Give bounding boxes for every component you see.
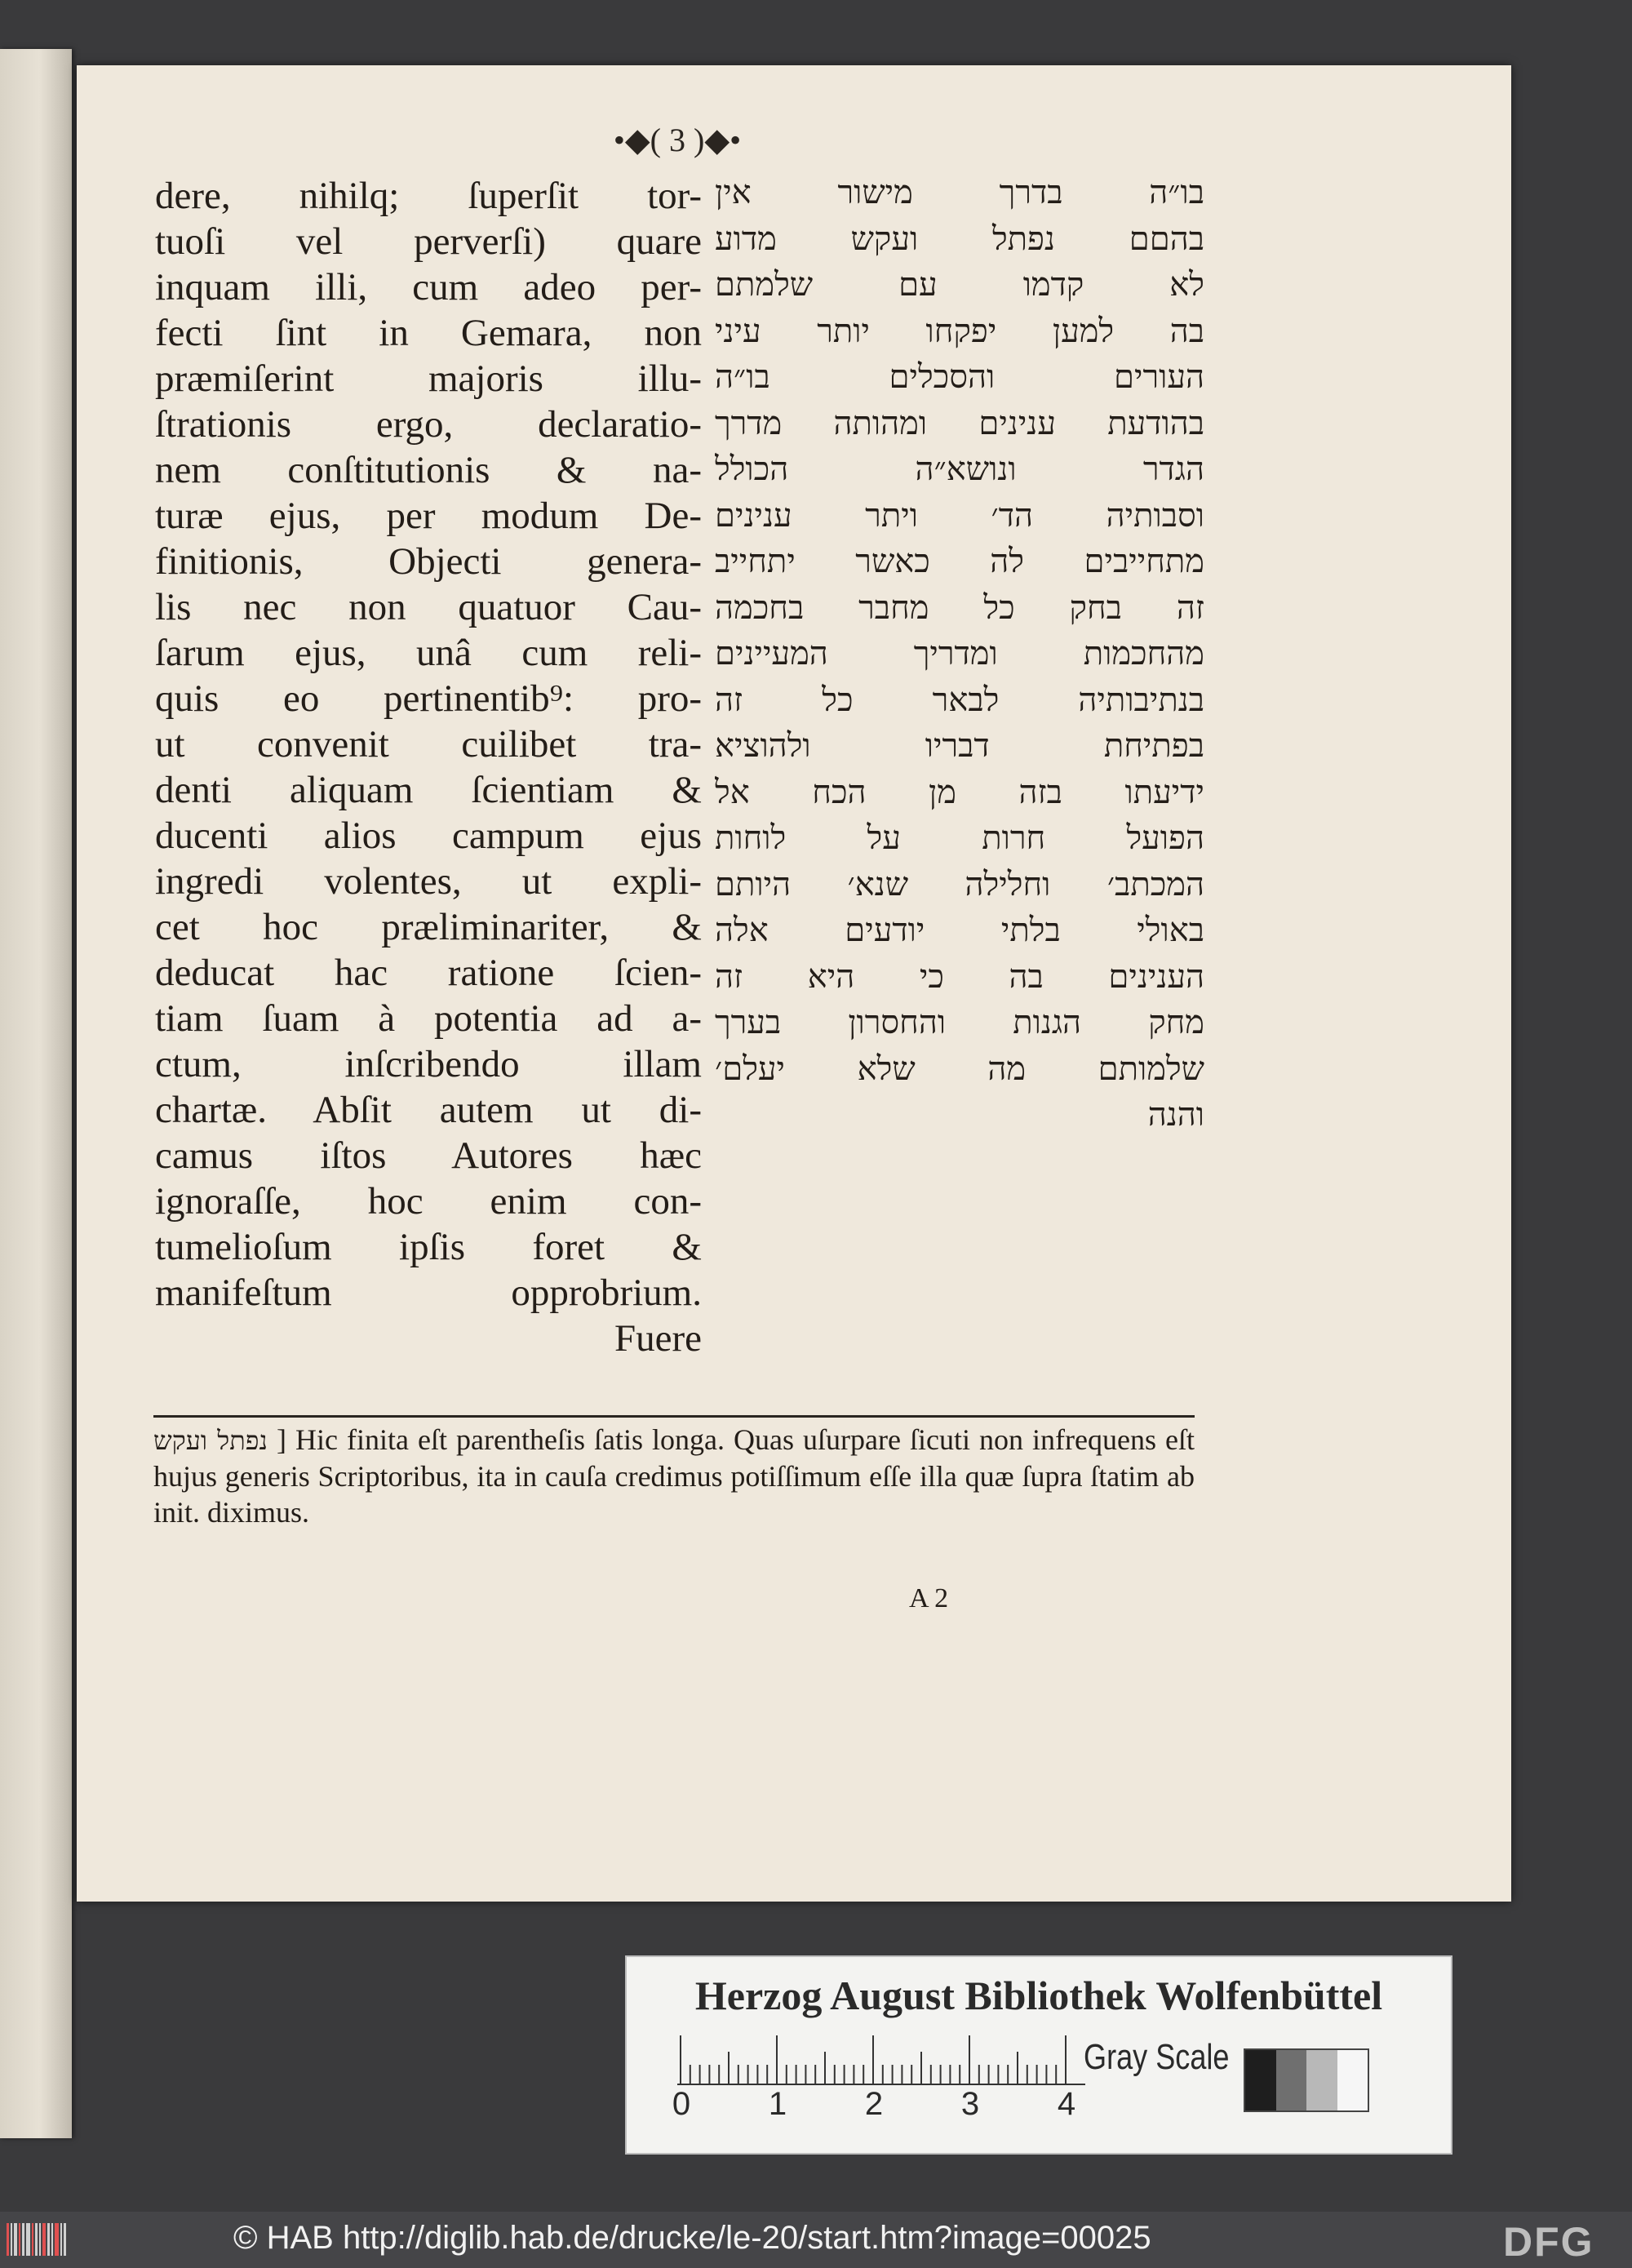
hebrew-line: וסבותיה הד׳ ויתר ענינים: [715, 496, 1204, 535]
hebrew-line: מחק הגנות והחסרון בערך: [715, 1004, 1204, 1041]
footnote-hebrew-reference: נפתל ועקש: [153, 1425, 268, 1456]
latin-line: ingredi volentes, ut expli-: [155, 860, 702, 903]
hebrew-line: ידיעתו בזה מן הכח אל: [715, 773, 1204, 811]
barcode-bar: [7, 2223, 9, 2256]
barcode-bar: [42, 2223, 46, 2256]
latin-line: quis eo pertinentib⁹: pro-: [155, 677, 702, 720]
latin-line: manifeſtum opprobrium.: [155, 1272, 702, 1314]
barcode-bar: [35, 2223, 38, 2256]
dfg-logo: DFG: [1503, 2219, 1594, 2265]
swatch-light-gray: [1306, 2050, 1337, 2110]
latin-line: Fuere: [614, 1317, 702, 1360]
gray-scale-label: Gray Scale: [1084, 2037, 1230, 2077]
hebrew-line: בהםם נפתל ועקש מדוע: [715, 220, 1204, 258]
latin-line: tumelioſum ipſis foret &: [155, 1226, 702, 1268]
ruler-labels: [669, 2086, 1126, 2127]
latin-line: ut convenit cuilibet tra-: [155, 723, 702, 766]
library-name: Herzog August Bibliothek Wolfenbüttel: [694, 1973, 1383, 2018]
latin-line: ctum, inſcribendo illam: [155, 1043, 702, 1085]
hebrew-line: המכתב׳ וחלילה שנא׳ היותם: [715, 865, 1204, 903]
footnote-bracket: ]: [276, 1423, 286, 1456]
latin-line: turæ ejus, per modum De-: [155, 495, 702, 537]
latin-line: lis nec non quatuor Cau-: [155, 586, 702, 628]
barcode-bar: [11, 2223, 12, 2256]
hebrew-text-column: [715, 170, 1204, 1138]
latin-line: fecti ſint in Gemara, non: [155, 312, 702, 354]
swatch-black: [1245, 2050, 1276, 2110]
barcode-bar: [26, 2223, 30, 2256]
hebrew-line: לא קדמו עם שלמתם: [715, 266, 1204, 304]
latin-line: ſarum ejus, unâ cum reli-: [155, 632, 702, 674]
barcode-bar: [19, 2223, 20, 2256]
barcode-bar: [47, 2223, 50, 2256]
latin-line: inquam illi, cum adeo per-: [155, 266, 702, 308]
hebrew-line: זה בחק כל מחבר בחכמה: [715, 588, 1204, 627]
latin-line: ſtrationis ergo, declaratio-: [155, 403, 702, 446]
barcode-bar: [64, 2223, 66, 2256]
hebrew-line: בפתיחת דבריו ולהוציא: [715, 727, 1204, 765]
latin-line: finitionis, Objecti genera-: [155, 540, 702, 583]
barcode-bar: [14, 2223, 17, 2256]
copyright-url[interactable]: © HAB http://diglib.hab.de/drucke/le-20/start.htm?image=00025: [233, 2220, 1151, 2256]
latin-line: cet hoc præliminariter, &: [155, 906, 702, 948]
barcode-bar: [32, 2223, 33, 2256]
page-number: •◆( 3 )◆•: [613, 122, 742, 158]
hebrew-line: בנתיבותיה לבאר כל זה: [715, 681, 1204, 719]
ruler-label: 2: [864, 2086, 884, 2122]
latin-line: denti aliquam ſcientiam &: [155, 769, 702, 811]
gray-scale-swatches: [1244, 2048, 1369, 2112]
hebrew-line: מתחייבים לה כאשר יתחייב: [715, 543, 1204, 580]
hebrew-line: הגדר ונושא״ה הכולל: [715, 450, 1204, 488]
barcode-bar: [60, 2223, 62, 2256]
swatch-white: [1337, 2050, 1368, 2110]
barcode-icon: [5, 2220, 70, 2259]
hebrew-line: הענינים בה כי היא זה: [715, 957, 1204, 996]
ruler: [677, 2032, 1134, 2086]
latin-line: ducenti alios campum ejus: [155, 814, 702, 857]
latin-line: tiam ſuam à potentia ad a-: [155, 997, 702, 1040]
latin-line: nem conſtitutionis & na-: [155, 449, 702, 491]
previous-page-edge: [0, 49, 72, 2138]
hebrew-line: באולי בלתי יודעים אלה: [715, 912, 1204, 949]
latin-line: chartæ. Abſit autem ut di-: [155, 1089, 702, 1131]
hebrew-line: בהודעת ענינים ומהותה מדרך: [715, 404, 1204, 442]
ruler-label: 4: [1057, 2086, 1076, 2122]
latin-line: deducat hac ratione ſcien-: [155, 952, 702, 994]
hebrew-line: העורים והסכלים בו״ה: [715, 358, 1204, 396]
footnote-text: Hic finita eſt parentheſis ſatis longa. Quas uſurpare ſicuti non infrequens eſt hujus generis Scriptoribus, ita in cauſa credimus potiſſimum eſſe illa quæ ſupra ſtatim ab init. diximus.: [153, 1423, 1195, 1529]
barcode-bar: [39, 2223, 41, 2256]
bottom-bar: [0, 2212, 1632, 2268]
ruler-label: 0: [672, 2086, 691, 2122]
color-scale-card: [625, 1955, 1452, 2155]
barcode-bar: [51, 2223, 53, 2256]
swatch-dark-gray: [1276, 2050, 1307, 2110]
ruler-label: 3: [960, 2086, 980, 2122]
hebrew-line: בה למען יפקחו יותר עיני: [715, 312, 1204, 350]
footnote-divider: [153, 1415, 1195, 1418]
hebrew-line: בו״ה בדרך מישור אין: [715, 174, 1204, 211]
signature-mark: A 2: [909, 1583, 949, 1613]
footnote: [153, 1422, 1195, 1530]
ruler-label: 1: [768, 2086, 787, 2122]
latin-line: ignoraſſe, hoc enim con-: [155, 1180, 702, 1223]
hebrew-line: והנה: [1147, 1096, 1204, 1134]
latin-line: dere, nihilq; ſuperſit tor-: [155, 175, 702, 217]
latin-line: tuoſi vel perverſi) quare: [155, 220, 702, 263]
barcode-bar: [22, 2223, 24, 2256]
hebrew-line: מהחכמות ומדריך המעיינים: [715, 635, 1204, 672]
latin-text-column: [155, 173, 702, 1361]
latin-line: præmiſerint majoris illu-: [155, 357, 702, 400]
latin-line: camus iſtos Autores hæc: [155, 1134, 702, 1177]
barcode-bar: [55, 2223, 59, 2256]
hebrew-line: שלמותם מה שלא יעלם׳: [715, 1050, 1204, 1088]
hebrew-line: הפועל חרות על לוחות: [715, 819, 1204, 857]
